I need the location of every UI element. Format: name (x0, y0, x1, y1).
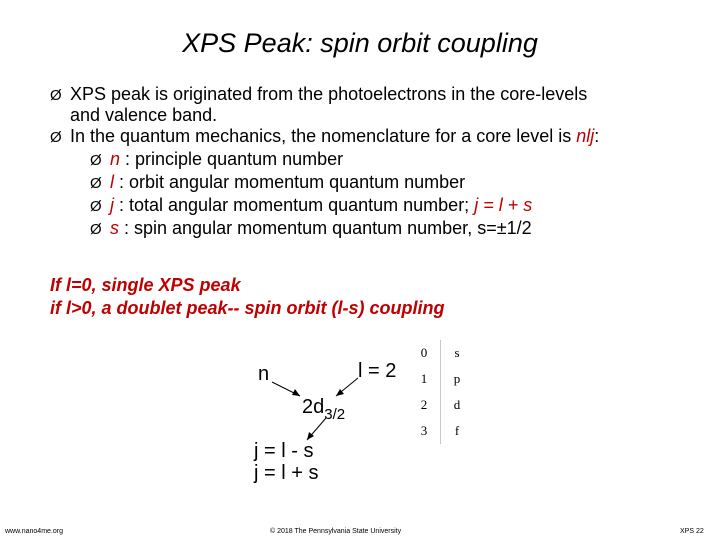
l-value: 2 (420, 397, 428, 412)
footer-url[interactable]: www.nano4me.org (5, 528, 63, 535)
j-minus-label: j = l - s (254, 440, 314, 462)
sub-bullet-text: : principle quantum number (120, 149, 344, 169)
slide-title: XPS Peak: spin orbit coupling (182, 28, 538, 58)
table-row (408, 418, 473, 444)
bullet-text: XPS peak is originated from the photoelectrons in the core-levels (70, 84, 588, 104)
l-label: l = 2 (358, 360, 397, 382)
slide-number: XPS 22 (680, 528, 704, 535)
orbital-table (408, 340, 473, 444)
footer-copyright: © 2018 The Pennsylvania State University (270, 528, 402, 535)
j-formula: j = l + s (474, 195, 533, 215)
doublet-peak-note: if l>0, a doublet peak-- spin orbit (l-s) coupling (50, 298, 445, 318)
level-subscript: 3/2 (324, 406, 346, 423)
table-row (408, 340, 473, 366)
sub-bullet-text: : total angular momentum quantum number; (114, 195, 475, 215)
bullet-arrow-icon: Ø (50, 87, 62, 104)
level-label (302, 396, 345, 423)
bullet-text: In the quantum mechanics, the nomenclature for a core level is (70, 126, 577, 146)
sub-bullet-text: : orbit angular momentum quantum number (114, 172, 466, 192)
n-label: n (258, 363, 270, 385)
single-peak-note: If l=0, single XPS peak (50, 275, 241, 295)
sub-bullet-text: : spin angular momentum quantum number, s=±1/2 (119, 218, 532, 238)
var-n: n (110, 149, 121, 169)
bullet-arrow-icon: Ø (90, 198, 102, 215)
l-value: 1 (420, 371, 428, 386)
table-row (408, 366, 473, 392)
l-value: 3 (420, 423, 428, 438)
l-value: 0 (420, 345, 428, 360)
colon: : (594, 126, 600, 146)
nlj-term: nlj (576, 126, 595, 146)
orbital-letter: f (441, 418, 474, 444)
var-j: j (110, 195, 114, 215)
var-s: s (110, 218, 119, 238)
orbital-letter: d (441, 392, 474, 418)
orbital-letter: p (441, 366, 474, 392)
bullet-arrow-icon: Ø (50, 129, 62, 146)
j-plus-label: j = l + s (254, 462, 319, 484)
bullet-arrow-icon: Ø (90, 221, 102, 238)
bullet-arrow-icon: Ø (90, 175, 102, 192)
bullet-1-cont: and valence band. (70, 105, 218, 125)
orbital-letter: s (441, 340, 474, 366)
table-row (408, 392, 473, 418)
var-l: l (110, 172, 114, 192)
bullet-arrow-icon: Ø (90, 152, 102, 169)
level-main: 2d (302, 396, 325, 418)
